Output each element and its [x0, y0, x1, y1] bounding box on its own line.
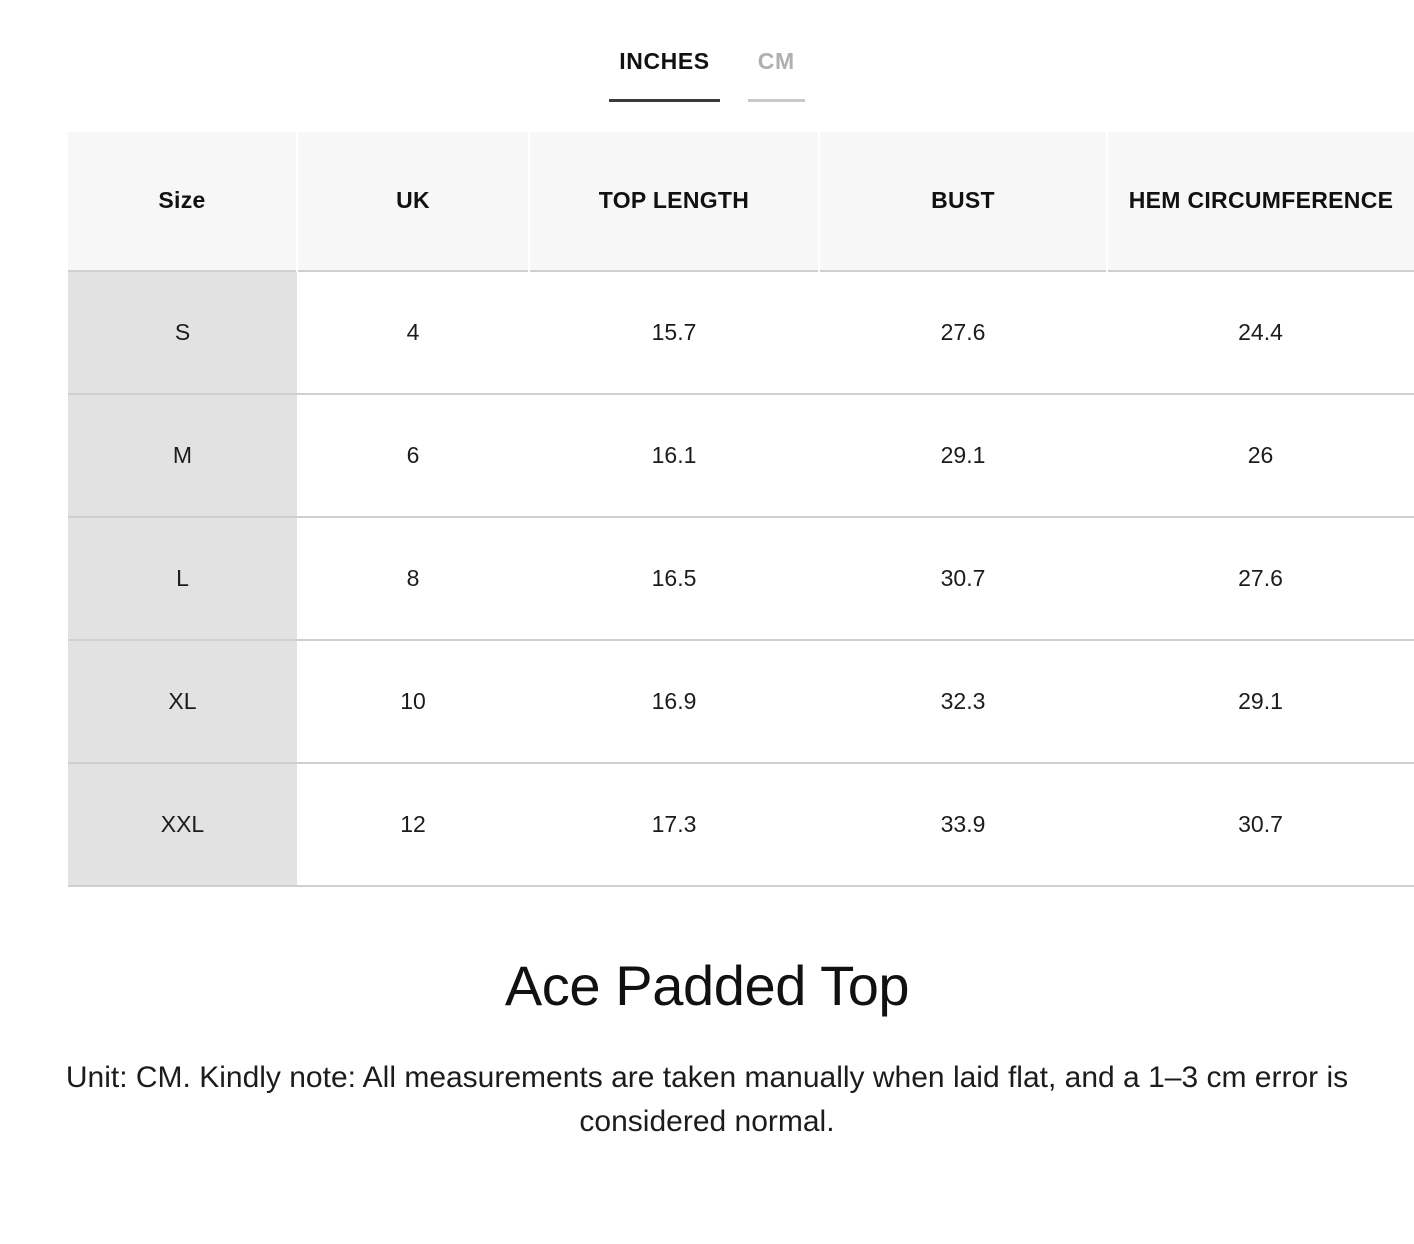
size-table	[68, 132, 1414, 887]
unit-toggle	[0, 0, 1414, 102]
table-row	[68, 271, 1414, 394]
cell-uk: 4	[297, 271, 529, 394]
cell-size: L	[68, 517, 297, 640]
table-header	[68, 132, 1414, 271]
column-header-top-length: TOP LENGTH	[529, 132, 819, 271]
column-header-uk: UK	[297, 132, 529, 271]
cell-hem: 27.6	[1107, 517, 1414, 640]
tab-cm[interactable]: CM	[748, 48, 805, 102]
cell-bust: 32.3	[819, 640, 1107, 763]
cell-bust: 30.7	[819, 517, 1107, 640]
cell-size: XL	[68, 640, 297, 763]
table-row	[68, 763, 1414, 886]
column-header-size: Size	[68, 132, 297, 271]
cell-hem: 29.1	[1107, 640, 1414, 763]
page-title: Ace Padded Top	[504, 954, 910, 1017]
cell-bust: 29.1	[819, 394, 1107, 517]
cell-bust: 33.9	[819, 763, 1107, 886]
table-row	[68, 394, 1414, 517]
cell-top-length: 16.9	[529, 640, 819, 763]
table-row	[68, 640, 1414, 763]
cell-top-length: 15.7	[529, 271, 819, 394]
cell-top-length: 16.5	[529, 517, 819, 640]
size-table-container	[68, 132, 1394, 887]
cell-size: XXL	[68, 763, 297, 886]
cell-hem: 26	[1107, 394, 1414, 517]
cell-size: M	[68, 394, 297, 517]
cell-uk: 8	[297, 517, 529, 640]
cell-size: S	[68, 271, 297, 394]
cell-uk: 10	[297, 640, 529, 763]
cell-uk: 6	[297, 394, 529, 517]
column-header-bust: BUST	[819, 132, 1107, 271]
table-row	[68, 517, 1414, 640]
cell-hem: 30.7	[1107, 763, 1414, 886]
measurement-note: Unit: CM. Kindly note: All measurements are taken manually when laid flat, and a 1–3 cm error is considered normal.	[65, 1061, 1349, 1138]
cell-bust: 27.6	[819, 271, 1107, 394]
table-header-row	[68, 132, 1414, 271]
column-header-hem-circumference: HEM CIRCUMFERENCE	[1107, 132, 1414, 271]
cell-top-length: 16.1	[529, 394, 819, 517]
tab-inches[interactable]: INCHES	[609, 48, 720, 102]
cell-uk: 12	[297, 763, 529, 886]
cell-top-length: 17.3	[529, 763, 819, 886]
table-body	[68, 271, 1414, 886]
cell-hem: 24.4	[1107, 271, 1414, 394]
